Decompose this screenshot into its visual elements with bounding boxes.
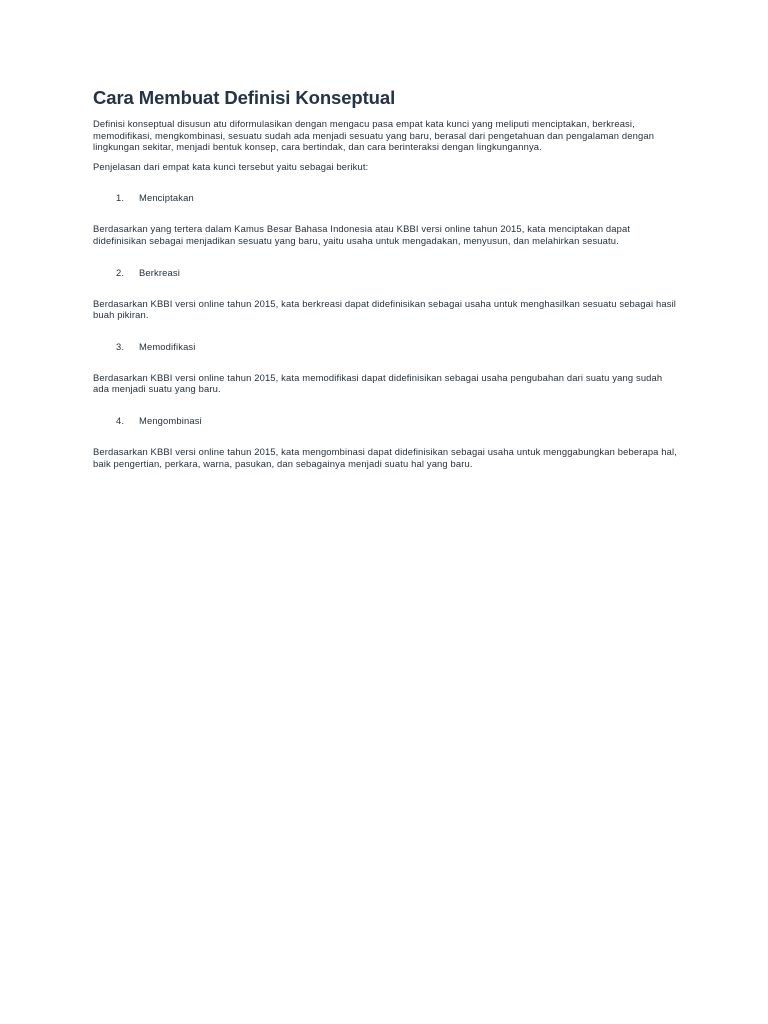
paragraph-menciptakan: Berdasarkan yang tertera dalam Kamus Besar Bahasa Indonesia atau KBBI versi online tahun 2015, kata menciptakan dapat didefinisikan sebagai menjadikan sesuatu yang baru, yaitu usaha untuk mengadakan, menyusun, dan melahirkan sesuatu. [93,223,631,246]
list-item-berkreasi [93,267,678,279]
intro-paragraph: Definisi konseptual disusun atu diformulasikan dengan mengacu pasa empat kata kunci yang meliputi menciptakan, berkreasi, memodifikasi, mengkombinasi, sesuatu sudah ada menjadi sesuatu yang baru, berasal dari pengetahuan dan pengalaman dengan lingkungan sekitar, menjadi bentuk konsep, cara bertindak, dan cara berinteraksi dengan lingkungannya. [93,118,655,153]
list-number: 2. [116,266,125,278]
list-label: Memodifikasi [139,340,196,352]
list-number: 4. [116,414,125,426]
list-number: 3. [116,340,125,352]
document-page [93,86,678,489]
lead-paragraph: Penjelasan dari empat kata kunci tersebut yaitu sebagai berikut: [93,160,369,172]
paragraph-berkreasi: Berdasarkan KBBI versi online tahun 2015, kata berkreasi dapat didefinisikan sebagai usaha untuk menghasilkan sesuatu sebagai hasil buah pikiran. [93,297,677,321]
list-item-memodifikasi [93,341,678,353]
paragraph-memodifikasi: Berdasarkan KBBI versi online tahun 2015, kata memodifikasi dapat didefinisikan sebagai usaha pengubahan dari suatu yang sudah ada menjadi suatu yang baru. [93,371,663,395]
list-label: Berkreasi [139,266,180,278]
document-title: Cara Membuat Definisi Konseptual [93,87,396,108]
list-number: 1. [116,192,125,204]
list-item-menciptakan [93,192,678,204]
list-label: Mengombinasi [139,414,202,426]
paragraph-mengombinasi: Berdasarkan KBBI versi online tahun 2015, kata mengombinasi dapat didefinisikan sebagai usaha untuk menggabungkan beberapa hal, baik pengertian, perkara, warna, pasukan, dan sebagainya menjadi suatu hal yang baru. [93,445,678,469]
list-label: Menciptakan [139,192,194,204]
list-item-mengombinasi [93,415,678,427]
